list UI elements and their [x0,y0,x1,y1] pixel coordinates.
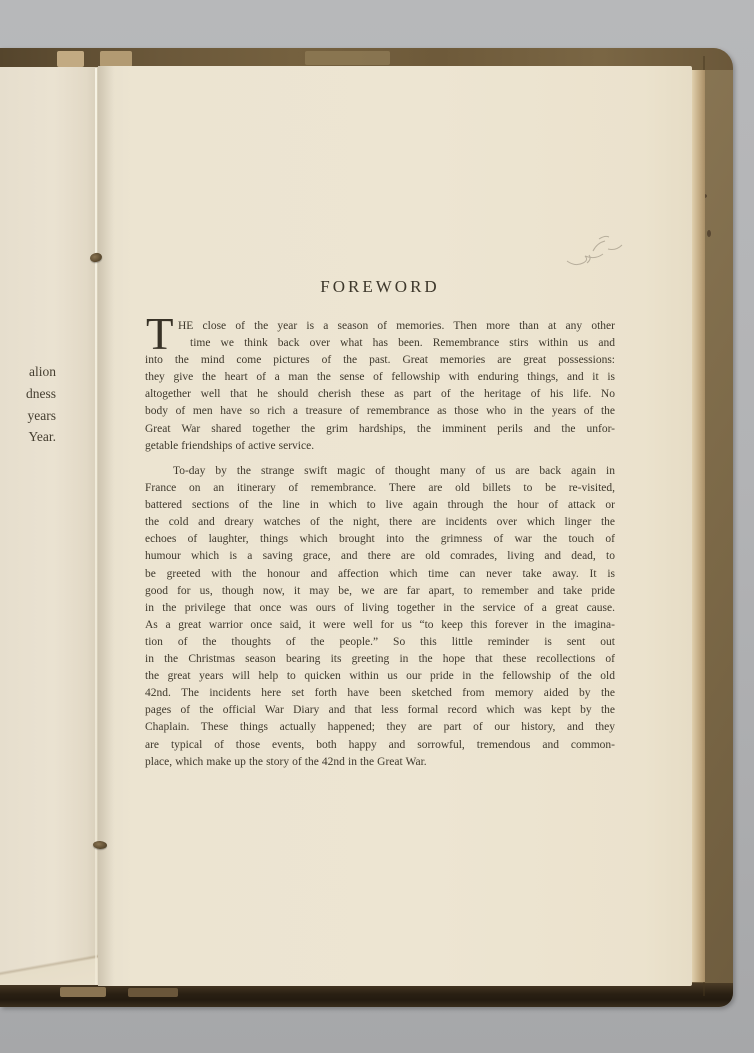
cover-wear-patch [305,51,390,65]
left-page-sliver [0,67,98,985]
text-line: To-day by the strange swift magic of thought many of us are back again in [173,465,615,477]
pencil-smudge [553,221,638,276]
text-line: 42nd. The incidents here set forth have been sketched from memory aided by the [145,687,615,700]
cutoff-word-fragment: years [27,407,56,423]
cutoff-word-fragment: dness [26,385,56,401]
cutoff-word-fragment: Year. [28,429,56,445]
text-line: HE close of the year is a season of memories. Then more than at any other [178,320,615,332]
text-line: they give the heart of a man the sense of fellowship with enduring things, and it is [145,371,615,384]
text-line: in the Christmas season bearing its greeting in the hope that these recollections of [145,653,615,666]
paragraph [145,463,615,771]
text-line: into the mind come pictures of the past. Great memories are great possessions: [145,354,615,367]
cutoff-word-fragment: alion [29,364,56,379]
cover-wear-patch [100,51,132,67]
text-line: are typical of those events, both happy and sorrowful, tremendous and common- [145,738,615,751]
foreword-page [98,66,692,986]
paragraph [145,309,615,455]
text-line: in the privilege that once was ours of living together in the service of a great cause. [145,601,615,614]
text-line: time we think back over what has been. Remembrance stirs within us and [190,337,615,350]
drop-cap: T [146,309,174,359]
page-title: FOREWORD [320,277,440,296]
text-line: good for us, though now, it may be, we are far apart, to remember and take pride [145,584,615,597]
page-edges [692,70,705,982]
cover-wear-patch [57,51,84,67]
cover-wear-patch [128,988,178,997]
text-line: body of men have so rich a treasure of remembrance as those who in the years of the [145,405,615,418]
text-line: tion of the thoughts of the people.” So this little reminder is sent out [145,635,615,648]
text-line: place, which make up the story of the 42nd in the Great War. [145,755,427,768]
text-line: As a great warrior once said, it were well for us “to keep this forever in the imagina- [145,618,615,631]
text-line: humour which is a saving grace, and there are old comrades, living and dead, to [145,550,615,563]
text-line: getable friendships of active service. [145,439,315,452]
text-line: Chaplain. These things actually happened; they are part of our history, and they [145,721,615,734]
text-line: pages of the official War Diary and that less formal record which was kept by the [145,704,615,717]
cover-wear-patch [60,987,106,997]
text-line: battered sections of the line in which to live again through the hour of attack or [145,499,615,512]
cover-bottom-edge [0,983,733,1007]
page-corner-fold [0,945,98,985]
text-line: altogether well that he should cherish these as part of the heritage of his life. No [145,388,615,401]
left-page-text-fragments [0,361,56,448]
cover-wear-speck [707,230,711,237]
text-line: the cold and dreary watches of the night, there are incidents over which linger the [145,516,615,529]
text-line: France on an itinerary of remembrance. There are old billets to be re-visited, [145,482,615,495]
text-line: Great War shared together the grim hardships, the imminent perils and the unfor- [145,422,615,435]
text-line: be greeted with the honour and affection which time can never take away. It is [145,567,615,580]
text-line: the great years will help to quicken within us our pride in the fellowship of the old [145,670,615,683]
text-line: echoes of laughter, things which brought into the grimness of war the touch of [145,533,615,546]
